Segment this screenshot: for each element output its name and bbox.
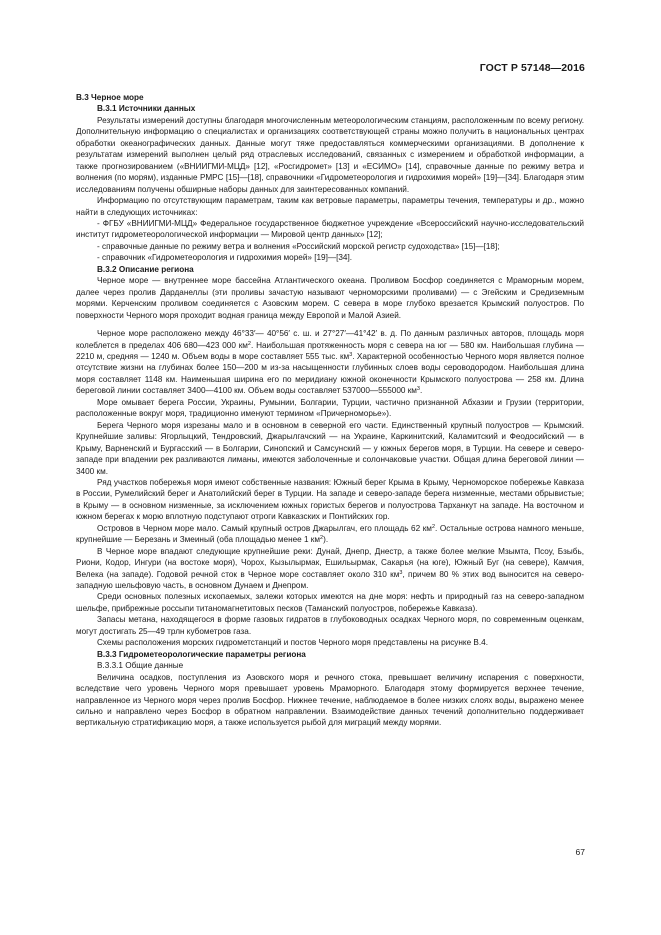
paragraph: Черное море расположено между 46°33′— 40°56′ с. ш. и 27°27′—41°42′ в. д. По данным различных авторов, площадь моря колеблется в пределах 406 680—423 000 $км^2$. Наибольшая протяженность моря с севера на юг — 580 км. Наибольшая глубина — 2210 м, средняя — 1240 м. Объем воды в море составляет 555 тыс. $км^3$. Характерной особенностью Черного моря является полное отсутствие жизни на глубинах более 150—200 м из-за насыщенности глубинных слоев воды сероводородом. Наибольшая длина моря составляет 1148 км. Наименьшая ширина его по меридиану южной оконечности Крымского полуострова — 258 км. Длина береговой линии составляет 3400—4100 км. Объем воды составляет 537000—555000 $км^3$.: [76, 329, 584, 396]
subsubsection-title-general-data: В.3.3.1 Общие данные: [97, 661, 184, 671]
paragraph: Среди основных полезных ископаемых, залежи которых имеются на дне моря: нефть и природный газ на северо-западном шельфе, прибрежные россыпи титаномагнетитовых песков (Таманский полуостров, побережье Кавказа).: [76, 592, 584, 613]
section-title: В.3 Черное море: [76, 93, 144, 102]
subsection-title-hydrometeorological: В.3.3 Гидрометеорологические параметры региона: [97, 649, 306, 659]
list-item: - справочные данные по режиму ветра и волнения «Российский морской регистр судоходства» [15]—[18];: [97, 241, 500, 251]
paragraph: Информацию по отсутствующим параметрам, таким как ветровые параметры, параметры течения, температуры и др., можно найти в следующих источниках:: [76, 196, 584, 217]
list-item: - справочник «Гидрометеорология и гидрохимия морей» [19]—[34].: [97, 253, 353, 263]
paragraph: Островов в Черном море мало. Самый крупный остров Джарылгач, его площадь 62 $км^2$. Остальные острова намного меньше, крупнейшие — Березань и Змеиный (оба площадью менее 1 $км^2$).: [76, 523, 584, 545]
paragraph: Море омывает берега России, Украины, Румынии, Болгарии, Турции, частично признанной Абхазии и Грузии (территории, расположенные вокруг моря, традиционно именуют термином «Причерноморье»).: [76, 397, 584, 419]
list-item: - ФГБУ «ВНИИГМИ-МЦД» Федеральное государственное бюджетное учреждение «Всероссийский научно-исследовательский институт гидрометеорологической информации — Мировой центр данных» [12];: [76, 218, 584, 240]
paragraph: Схемы расположения морских гидрометстанций и постов Черного моря представлены на рисунке В.4.: [97, 638, 488, 648]
paragraph: Ряд участков побережья моря имеют собственные названия: Южный берег Крыма в Крыму, Черноморское побережье Кавказа в России, Румелийский берег и Анатолийский берег в Турции. На западе и северо-западе берега низменные, местами обрывистые; в Крыму — в основном низменные, за исключением южных гористых берегов и полуострова Тарханкут на западе. На восточном и южном берегах к морю вплотную подступают отроги Кавказских и Понтийских гор.: [76, 477, 584, 522]
paragraph: Берега Черного моря изрезаны мало и в основном в северной его части. Единственный крупный полуостров — Крымский. Крупнейшие заливы: Ягорлыцкий, Тендровский, Джарылгачский — на Украине, Каркинитский, Каламитский и Феодосийский — в Крыму, Варненский и Бургасский — в Болгарии, Синопский и Самсунский — у южных берегов моря, в Турции. На севере и северо-западе при впадении рек разливаются лиманы, имеются заболоченные и солончаковые участки. Общая длина береговой линии — 3400 км.: [76, 420, 584, 476]
document-code-header: ГОСТ Р 57148—2016: [479, 62, 585, 74]
page-number: 67: [575, 847, 585, 857]
paragraph: В Черное море впадают следующие крупнейшие реки: Дунай, Днепр, Днестр, а также более мелкие Мзымта, Псоу, Бзыбь, Риони, Кодор, Ингури (на востоке моря), Чорох, Кызылырмак, Ешильырмак, Сакарья (на юге), Южный Буг (на севере), Камчия, Велека (на западе). Годовой речной сток в Черное море составляет около 310 $км^3$, причем 80 % этих вод выносится на северо-западную шельфовую часть, в основном Дунаем и Днепром.: [76, 546, 584, 591]
subsection-title-data-sources: В.3.1 Источники данных: [97, 104, 196, 114]
subsection-title-region-description: В.3.2 Описание региона: [97, 264, 194, 274]
paragraph: Черное море — внутреннее море бассейна Атлантического океана. Проливом Босфор соединяется с Мраморным морем, далее через пролив Дарданеллы (эти проливы зачастую называют черноморскими проливами) — с Эгейским и Средиземным морями. Керченским проливом соединяется с Азовским морем. С севера в море глубоко врезается Крымский полуостров. По поверхности Черного моря проходит водная граница между Европой и Малой Азией.: [76, 276, 584, 320]
paragraph: Результаты измерений доступны благодаря многочисленным метеорологическим станциям, расположенным по всему региону. Дополнительную информацию о специалистах и организациях соответствующей страны можно получить в национальных центрах обработки океанографических данных. Данные могут тяже предоставляться коммерческими организациями. В дополнение к результатам измерений выполнен целый ряд отраслевых исследований, связанных с измерением и обработкой информации, а также прогнозированием («ВНИИГМИ-МЦД» [12], «Росгидромет» [13] и «ЕСИМО» [14], справочные данные по режиму ветра и волнения (по морям), изданные РМРС [15]—[18], справочники «Гидрометеорология и гидрохимия морей» [19]—[34]. Благодаря этим исследованиям получены обширные наборы данных для заинтересованных компаний.: [76, 115, 584, 194]
paragraph: Запасы метана, находящегося в форме газовых гидратов в глубоководных осадках Черного моря, по современным оценкам, могут достигать 25—49 трлн кубометров газа.: [76, 615, 584, 636]
paragraph: Величина осадков, поступления из Азовского моря и речного стока, превышает величину испарения с поверхности, вследствие чего уровень Черного моря превышает уровень Мраморного. Благодаря этому формируется верхнее течение, направленное из Черного моря через пролив Босфор. Нижнее течение, наблюдаемое в более низких слоях воды, выражено менее сильно и направлено через Босфор в обратном направлении. Взаимодействие данных течений дополнительно поддерживает вертикальную стратификацию моря, а также используется рыбой для миграций между морями.: [76, 672, 584, 728]
document-body: [76, 92, 584, 729]
